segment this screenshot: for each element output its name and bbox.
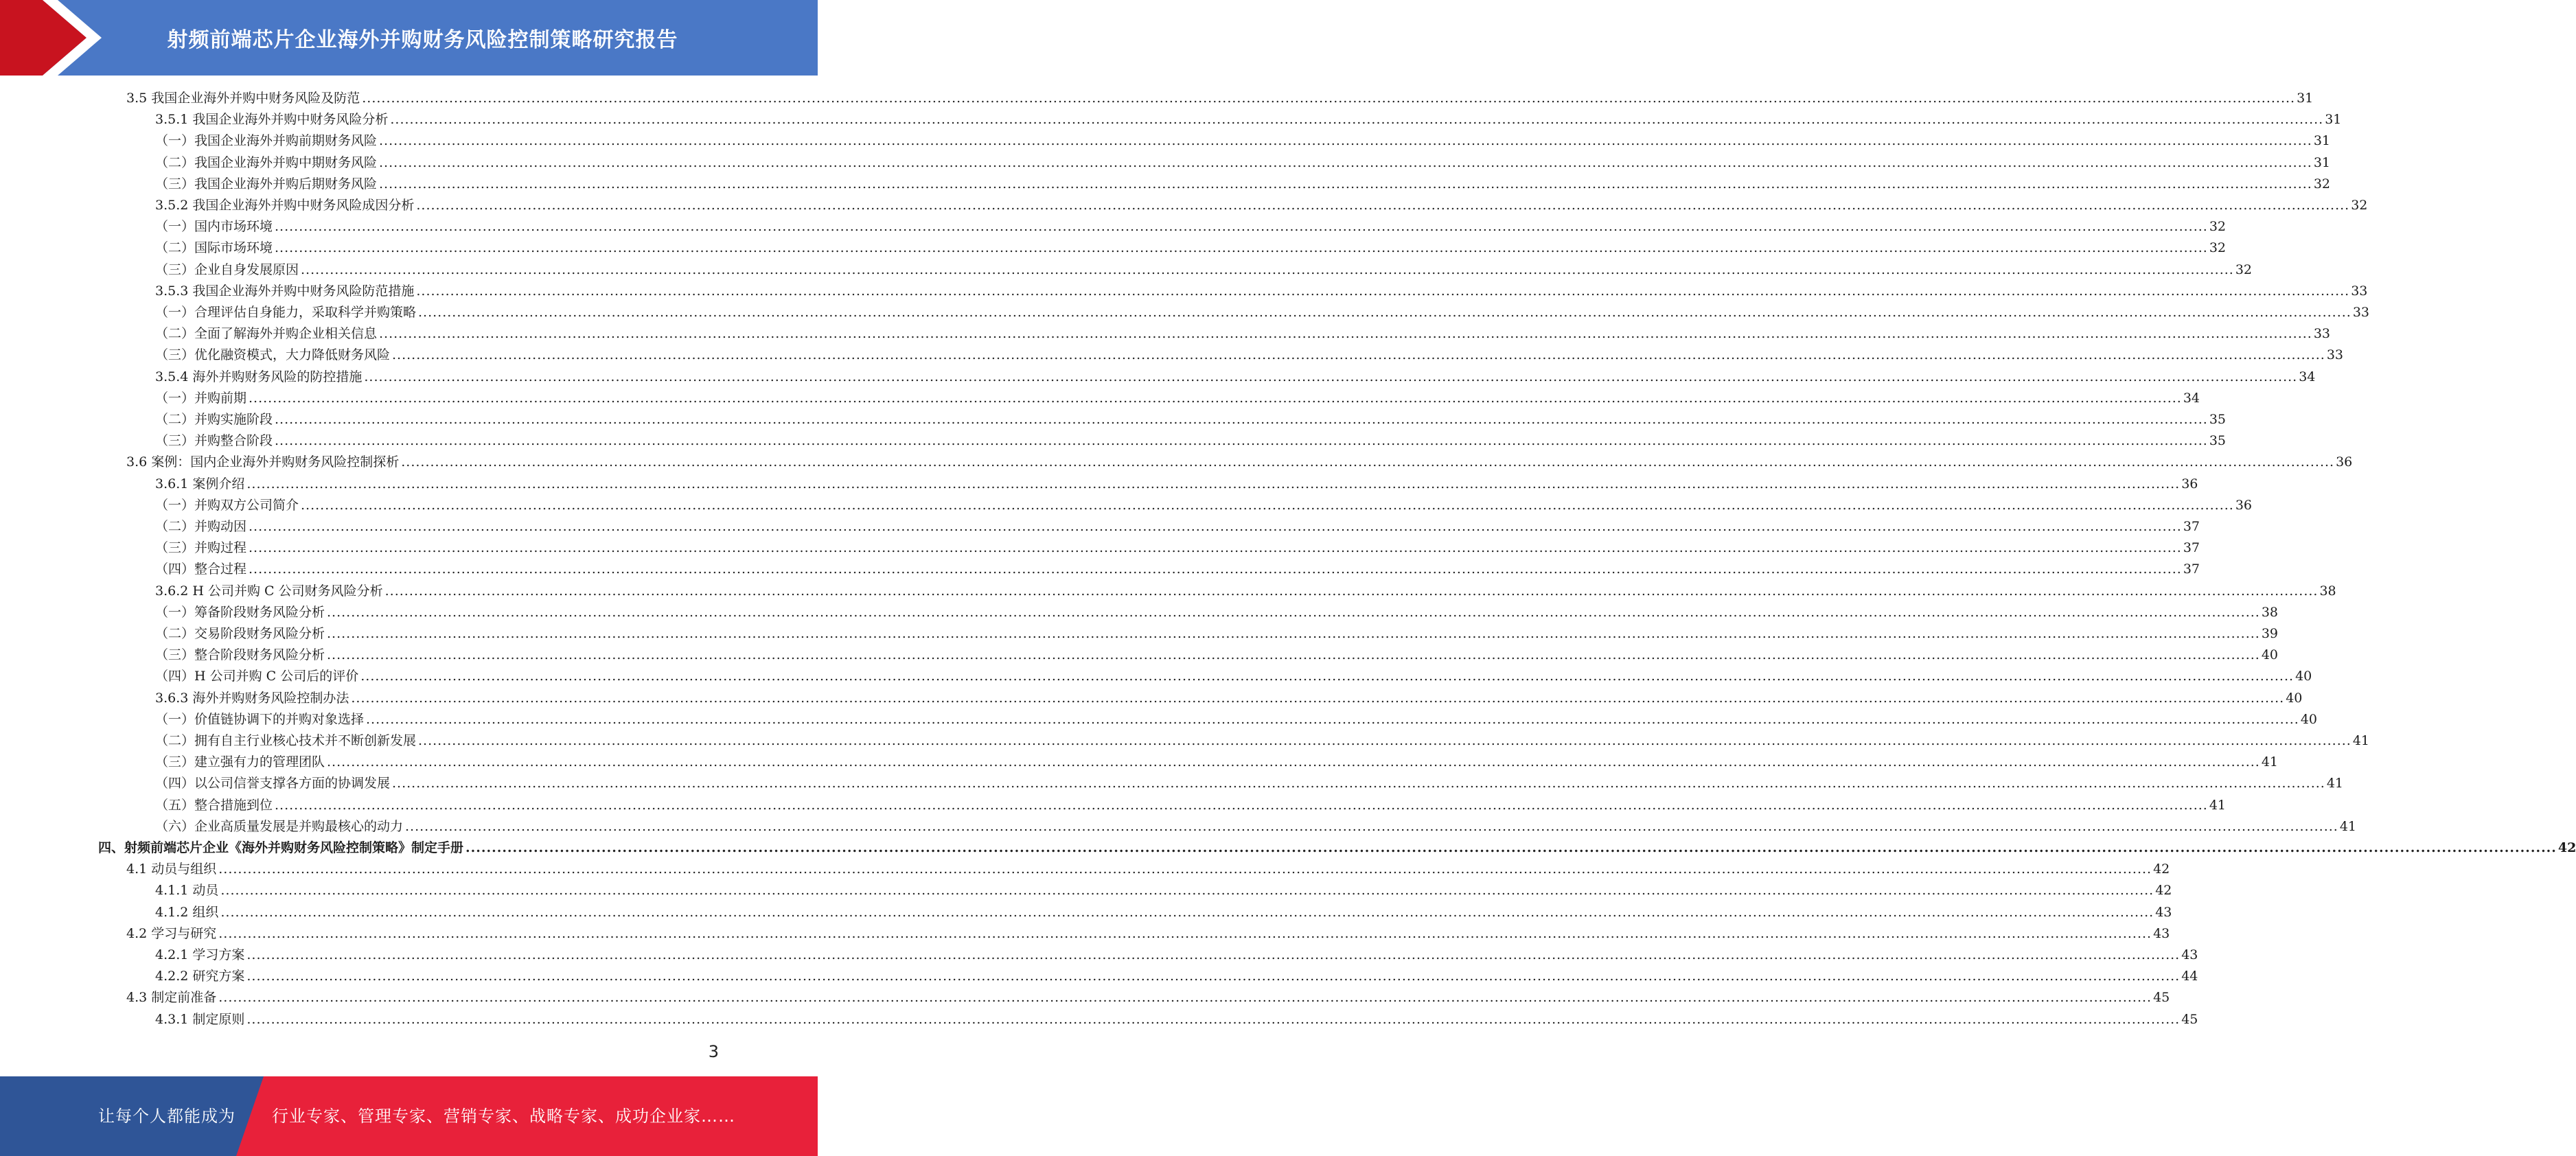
toc-dot-leader: ................................................................................................................................................................................................................................................................................................................................................................................................................: [416, 198, 2350, 213]
toc-entry-label: （二）并购动因: [155, 519, 247, 534]
toc-entry-label: （一）国内市场环境: [155, 219, 273, 235]
toc-entry-page: 34: [2299, 369, 2316, 384]
toc-dot-leader: ................................................................................................................................................................................................................................................................................................................................................................................................................: [249, 540, 2182, 556]
toc-entry-label: （二）全面了解海外并购企业相关信息: [155, 326, 378, 342]
toc-entry-label: （二）我国企业海外并购中期财务风险: [155, 154, 378, 170]
toc-entry[interactable]: [155, 238, 2227, 259]
toc-entry-label: 4.1.2 组织: [155, 904, 219, 920]
toc-dot-leader: ................................................................................................................................................................................................................................................................................................................................................................................................................: [275, 219, 2208, 235]
toc-entry-label: （一）并购前期: [155, 390, 247, 406]
toc-entry-page: 32: [2313, 176, 2331, 192]
toc-entry[interactable]: [155, 902, 2172, 923]
toc-entry[interactable]: [155, 216, 2227, 238]
toc-entry-label: 3.6.3 海外并购财务风险控制办法: [155, 690, 349, 706]
toc-entry-label: 3.5.3 我国企业海外并购中财务风险防范措施: [155, 283, 415, 299]
toc-entry[interactable]: [155, 516, 2200, 537]
toc-entry-label: （三）整合阶段财务风险分析: [155, 647, 325, 663]
toc-entry[interactable]: [155, 602, 2279, 623]
toc-dot-leader: ................................................................................................................................................................................................................................................................................................................................................................................................................: [384, 583, 2319, 599]
toc-entry-page: 37: [2183, 519, 2200, 534]
toc-dot-leader: ................................................................................................................................................................................................................................................................................................................................................................................................................: [249, 519, 2182, 534]
toc-entry-page: 41: [2339, 818, 2357, 834]
toc-dot-leader: ................................................................................................................................................................................................................................................................................................................................................................................................................: [327, 626, 2260, 641]
toc-entry-page: 43: [2153, 925, 2170, 941]
footer-slogan-left: 让每个人都能成为: [98, 1107, 235, 1126]
toc-dot-leader: ................................................................................................................................................................................................................................................................................................................................................................................................................: [218, 862, 2152, 877]
toc-entry-label: 4.2.2 研究方案: [155, 969, 245, 984]
toc-entry[interactable]: [155, 688, 2303, 709]
toc-entry[interactable]: [155, 430, 2227, 452]
toc-entry-label: 3.6.1 案例介绍: [155, 476, 245, 492]
toc-entry-label: 3.5 我国企业海外并购中财务风险及防范: [126, 91, 360, 106]
toc-dot-leader: ................................................................................................................................................................................................................................................................................................................................................................................................................: [275, 797, 2208, 813]
toc-entry-label: （一）价值链协调下的并购对象选择: [155, 711, 365, 727]
toc-entry-page: 32: [2235, 262, 2253, 277]
page-number: 3: [708, 1042, 719, 1061]
toc-entry[interactable]: [155, 1009, 2198, 1030]
toc-dot-leader: ................................................................................................................................................................................................................................................................................................................................................................................................................: [246, 476, 2181, 492]
toc-dot-leader: ................................................................................................................................................................................................................................................................................................................................................................................................................: [379, 176, 2312, 192]
toc-entry-label: 4.1 动员与组织: [126, 862, 217, 877]
toc-entry-page: 41: [2352, 733, 2370, 748]
toc-entry-label: 4.1.1 动员: [155, 883, 219, 899]
toc-entry-page: 40: [2295, 669, 2312, 684]
toc-dot-leader: ................................................................................................................................................................................................................................................................................................................................................................................................................: [246, 969, 2181, 984]
toc-entry[interactable]: [155, 345, 2344, 366]
toc-entry-page: 43: [2181, 947, 2198, 962]
toc-entry-label: （三）优化融资模式，大力降低财务风险: [155, 347, 391, 363]
toc-entry[interactable]: [155, 109, 2342, 130]
toc-entry-label: （五）整合措施到位: [155, 797, 273, 813]
toc-entry-label: 3.5.4 海外并购财务风险的防控措施: [155, 369, 363, 384]
toc-dot-leader: ................................................................................................................................................................................................................................................................................................................................................................................................................: [275, 412, 2208, 427]
toc-entry-label: （一）我国企业海外并购前期财务风险: [155, 133, 378, 149]
toc-entry-page: 31: [2313, 133, 2331, 149]
toc-entry[interactable]: [155, 388, 2200, 409]
toc-dot-leader: ................................................................................................................................................................................................................................................................................................................................................................................................................: [362, 91, 2296, 106]
toc-entry[interactable]: [98, 837, 2576, 859]
toc-entry-page: 42: [2557, 840, 2576, 855]
toc-entry[interactable]: [155, 966, 2198, 987]
toc-entry-page: 36: [2336, 454, 2353, 470]
toc-entry-page: 36: [2235, 497, 2253, 513]
toc-dot-leader: ................................................................................................................................................................................................................................................................................................................................................................................................................: [220, 883, 2154, 899]
toc-entry-page: 41: [2209, 797, 2227, 813]
toc-entry-label: 4.2 学习与研究: [126, 925, 217, 941]
toc-entry-page: 33: [2326, 347, 2344, 363]
toc-dot-leader: ................................................................................................................................................................................................................................................................................................................................................................................................................: [360, 669, 2295, 684]
toc-entry-page: 31: [2325, 112, 2342, 128]
toc-dot-leader: ................................................................................................................................................................................................................................................................................................................................................................................................................: [379, 154, 2312, 170]
toc-entry-page: 37: [2183, 540, 2200, 556]
toc-entry-page: 32: [2351, 198, 2368, 213]
toc-entry[interactable]: [155, 130, 2331, 152]
toc-dot-leader: ................................................................................................................................................................................................................................................................................................................................................................................................................: [218, 925, 2152, 941]
toc-entry-page: 32: [2209, 240, 2227, 256]
toc-dot-leader: ................................................................................................................................................................................................................................................................................................................................................................................................................: [327, 647, 2260, 663]
toc-entry[interactable]: [126, 452, 2353, 473]
toc-entry-page: 37: [2183, 562, 2200, 577]
toc-dot-leader: ................................................................................................................................................................................................................................................................................................................................................................................................................: [418, 305, 2351, 320]
toc-entry[interactable]: [126, 987, 2170, 1008]
toc-entry-label: （四）以公司信誉支撑各方面的协调发展: [155, 776, 391, 791]
toc-dot-leader: ................................................................................................................................................................................................................................................................................................................................................................................................................: [351, 690, 2285, 706]
toc-entry-label: （四）整合过程: [155, 562, 247, 577]
toc-entry[interactable]: [155, 773, 2344, 794]
toc-entry-label: （三）并购整合阶段: [155, 433, 273, 449]
toc-entry-page: 40: [2300, 711, 2318, 727]
toc-entry[interactable]: [155, 666, 2312, 687]
toc-entry[interactable]: [155, 752, 2279, 773]
toc-entry[interactable]: [155, 559, 2200, 580]
toc-entry[interactable]: [155, 880, 2172, 901]
page-footer: [0, 1076, 818, 1156]
toc-entry-label: 3.5.2 我国企业海外并购中财务风险成因分析: [155, 198, 415, 213]
toc-dot-leader: ................................................................................................................................................................................................................................................................................................................................................................................................................: [401, 454, 2335, 470]
toc-entry-label: （二）并购实施阶段: [155, 412, 273, 427]
toc-dot-leader: ................................................................................................................................................................................................................................................................................................................................................................................................................: [220, 904, 2154, 920]
toc-entry-label: （一）并购双方公司简介: [155, 497, 299, 513]
toc-entry-page: 43: [2155, 904, 2172, 920]
toc-dot-leader: ................................................................................................................................................................................................................................................................................................................................................................................................................: [366, 711, 2299, 727]
toc-dot-leader: ................................................................................................................................................................................................................................................................................................................................................................................................................: [390, 112, 2324, 128]
toc-entry[interactable]: [155, 259, 2253, 281]
toc-entry[interactable]: [155, 795, 2227, 816]
toc-entry-page: 35: [2209, 412, 2227, 427]
toc-entry-page: 36: [2181, 476, 2198, 492]
toc-entry[interactable]: [155, 537, 2200, 559]
toc-entry-label: 4.3.1 制定原则: [155, 1011, 245, 1027]
toc-dot-leader: ................................................................................................................................................................................................................................................................................................................................................................................................................: [246, 947, 2181, 962]
toc-entry-page: 33: [2351, 283, 2368, 299]
toc-entry[interactable]: [155, 323, 2331, 345]
toc-entry-label: （一）筹备阶段财务风险分析: [155, 604, 325, 620]
toc-entry[interactable]: [155, 302, 2370, 323]
toc-entry[interactable]: [155, 945, 2198, 966]
toc-entry-page: 40: [2286, 690, 2303, 706]
toc-entry[interactable]: [155, 730, 2370, 752]
toc-entry-page: 34: [2183, 390, 2200, 406]
toc-entry[interactable]: [155, 152, 2331, 174]
toc-entry-page: 39: [2261, 626, 2279, 641]
header-red-chevron: [0, 0, 103, 76]
toc-entry-label: （三）我国企业海外并购后期财务风险: [155, 176, 378, 192]
toc-entry[interactable]: [155, 645, 2279, 666]
toc-dot-leader: ................................................................................................................................................................................................................................................................................................................................................................................................................: [327, 754, 2260, 770]
toc-entry[interactable]: [126, 88, 2314, 109]
toc-entry-page: 32: [2209, 219, 2227, 235]
toc-entry-page: 45: [2181, 1011, 2198, 1027]
toc-entry-label: 3.5.1 我国企业海外并购中财务风险分析: [155, 112, 389, 128]
toc-dot-leader: ................................................................................................................................................................................................................................................................................................................................................................................................................: [275, 240, 2208, 256]
toc-dot-leader: ................................................................................................................................................................................................................................................................................................................................................................................................................: [465, 840, 2557, 855]
toc-dot-leader: ................................................................................................................................................................................................................................................................................................................................................................................................................: [249, 390, 2182, 406]
toc-entry-page: 40: [2261, 647, 2279, 663]
toc-entry[interactable]: [155, 409, 2227, 430]
page-header: [0, 0, 818, 76]
toc-entry[interactable]: [126, 923, 2170, 945]
toc-dot-leader: ................................................................................................................................................................................................................................................................................................................................................................................................................: [418, 733, 2351, 748]
toc-entry-label: （二）国际市场环境: [155, 240, 273, 256]
toc-entry[interactable]: [155, 816, 2357, 837]
toc-dot-leader: ................................................................................................................................................................................................................................................................................................................................................................................................................: [405, 818, 2338, 834]
toc-entry-page: 38: [2261, 604, 2279, 620]
toc-entry-label: （二）交易阶段财务风险分析: [155, 626, 325, 641]
toc-dot-leader: ................................................................................................................................................................................................................................................................................................................................................................................................................: [218, 990, 2152, 1006]
toc-entry-label: 4.2.1 学习方案: [155, 947, 245, 962]
toc-entry[interactable]: [155, 474, 2198, 495]
toc-entry-page: 41: [2326, 776, 2344, 791]
toc-entry-label: （六）企业高质量发展是并购最核心的动力: [155, 818, 404, 834]
toc-entry-page: 45: [2153, 990, 2170, 1006]
report-title: 射频前端芯片企业海外并购财务风险控制策略研究报告: [167, 28, 678, 52]
toc-dot-leader: ................................................................................................................................................................................................................................................................................................................................................................................................................: [364, 369, 2298, 384]
toc-entry-label: 四、射频前端芯片企业《海外并购财务风险控制策略》制定手册: [98, 840, 464, 855]
toc-dot-leader: ................................................................................................................................................................................................................................................................................................................................................................................................................: [392, 347, 2325, 363]
toc-entry-label: （三）企业自身发展原因: [155, 262, 299, 277]
toc-entry-label: （四）H 公司并购 C 公司后的评价: [155, 669, 359, 684]
toc-entry[interactable]: [155, 709, 2318, 730]
toc-entry[interactable]: [155, 581, 2336, 602]
toc-entry-page: 31: [2313, 154, 2331, 170]
toc-entry-page: 33: [2352, 305, 2370, 320]
toc-dot-leader: ................................................................................................................................................................................................................................................................................................................................................................................................................: [246, 1011, 2181, 1027]
toc-dot-leader: ................................................................................................................................................................................................................................................................................................................................................................................................................: [301, 497, 2234, 513]
toc-entry[interactable]: [155, 367, 2316, 388]
toc-entry-label: （三）建立强有力的管理团队: [155, 754, 325, 770]
toc-dot-leader: ................................................................................................................................................................................................................................................................................................................................................................................................................: [327, 604, 2260, 620]
toc-entry[interactable]: [155, 174, 2331, 195]
toc-dot-leader: ................................................................................................................................................................................................................................................................................................................................................................................................................: [416, 283, 2350, 299]
toc-dot-leader: ................................................................................................................................................................................................................................................................................................................................................................................................................: [275, 433, 2208, 449]
toc-entry[interactable]: [155, 623, 2279, 645]
toc-dot-leader: ................................................................................................................................................................................................................................................................................................................................................................................................................: [392, 776, 2325, 791]
toc-entry-page: 42: [2153, 862, 2170, 877]
toc-entry-page: 41: [2261, 754, 2279, 770]
toc-entry[interactable]: [155, 495, 2253, 516]
toc-entry-page: 44: [2181, 969, 2198, 984]
toc-entry-page: 33: [2313, 326, 2331, 342]
toc-dot-leader: ................................................................................................................................................................................................................................................................................................................................................................................................................: [379, 133, 2312, 149]
toc-entry-label: （三）并购过程: [155, 540, 247, 556]
footer-slogan-right: 行业专家、管理专家、营销专家、战略专家、成功企业家……: [272, 1107, 735, 1126]
toc-dot-leader: ................................................................................................................................................................................................................................................................................................................................................................................................................: [249, 562, 2182, 577]
toc-dot-leader: ................................................................................................................................................................................................................................................................................................................................................................................................................: [301, 262, 2234, 277]
toc-entry-label: （二）拥有自主行业核心技术并不断创新发展: [155, 733, 417, 748]
toc-dot-leader: ................................................................................................................................................................................................................................................................................................................................................................................................................: [379, 326, 2312, 342]
toc-entry-page: 35: [2209, 433, 2227, 449]
toc-entry-label: 3.6.2 H 公司并购 C 公司财务风险分析: [155, 583, 383, 599]
toc-entry-page: 38: [2319, 583, 2336, 599]
toc-entry-label: 4.3 制定前准备: [126, 990, 217, 1006]
toc-entry[interactable]: [155, 281, 2368, 302]
toc-entry-label: 3.6 案例：国内企业海外并购财务风险控制探析: [126, 454, 400, 470]
toc-entry[interactable]: [126, 859, 2170, 880]
toc-entry-page: 42: [2155, 883, 2172, 899]
toc-entry-label: （一）合理评估自身能力，采取科学并购策略: [155, 305, 417, 320]
toc-entry[interactable]: [155, 195, 2368, 216]
toc-entry-page: 31: [2297, 91, 2314, 106]
